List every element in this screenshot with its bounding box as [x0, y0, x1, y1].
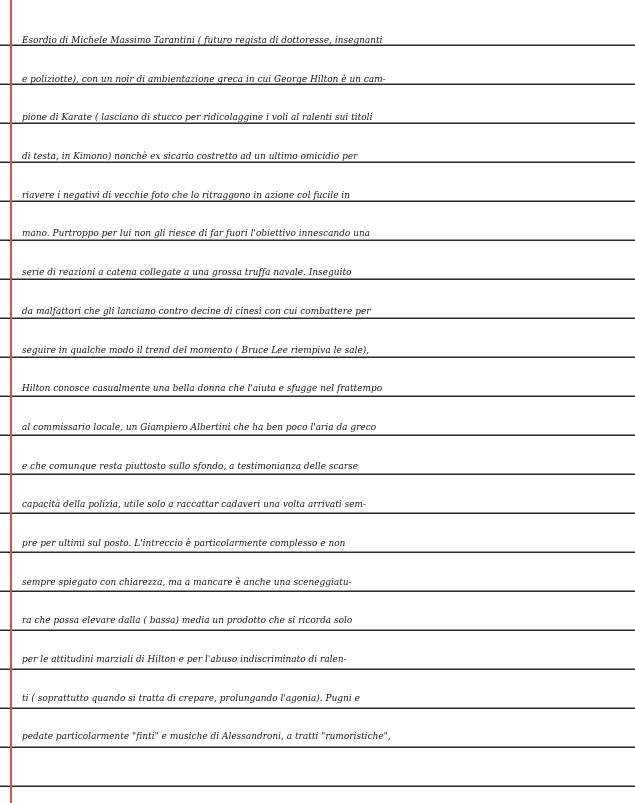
text-line: seguire in qualche modo il trend del momento ( Bruce Lee riempiva le sale), — [22, 345, 370, 356]
text-line: pre per ultimi sul posto. L'intreccio è particolarmente complesso e non — [22, 538, 346, 549]
text-line: e che comunque resta piuttosto sullo sfondo, a testimonianza delle scarse — [22, 461, 359, 472]
text-line: di testa, in Kimono) nonchè ex sicario costretto ad un ultimo omicidio per — [22, 152, 358, 163]
text-line: mano. Purtroppo per lui non gli riesce di far fuori l'obiettivo innescando una — [22, 229, 371, 240]
text-line: Esordio di Michele Massimo Tarantini ( futuro regista di dottoresse, insegnanti — [22, 36, 383, 46]
text-line: e poliziotte), con un noir di ambientazione greca in cui George Hilton è un cam- — [22, 74, 386, 85]
text-line: serie di reazioni a catena collegate a una grossa truffa navale. Inseguito — [22, 268, 352, 279]
text-line: ti ( soprattutto quando si tratta di crepare, prolungando l'agonia). Pugni e — [22, 693, 360, 704]
text-line: pedate particolarmente "finti" e musiche di Alessandroni, a tratti "rumoristiche", — [22, 732, 391, 743]
text-line: Hilton conosce casualmente una bella donna che l'aiuta e sfugge nel frattempo — [22, 384, 383, 395]
text-line: sempre spiegato con chiarezza, ma a mancare è anche una sceneggiatu- — [22, 577, 352, 588]
text-line: riavere i negativi di vecchie foto che lo ritraggono in azione col fucile in — [22, 190, 351, 201]
text-line: capacità della polizia, utile solo a raccattar cadaveri una volta arrivati sem- — [22, 500, 367, 511]
text-line: per le attitudini marziali di Hilton e per l'abuso indiscriminato di ralen- — [22, 655, 347, 665]
text-line: da malfattori che gli lanciano contro decine di cinesi con cui combattere per — [22, 306, 371, 317]
text-line: pione di Karate ( lasciano di stucco per ridicolaggine i voli al ralenti sui titoli — [22, 113, 373, 124]
handwritten-text — [22, 22, 630, 757]
text-line: al commissario locale, un Giampiero Albertini che ha ben poco l'aria da greco — [22, 422, 377, 433]
text-line: ra che possa elevare dalla ( bassa) media un prodotto che si ricorda solo — [22, 616, 353, 627]
margin-line — [10, 0, 12, 803]
